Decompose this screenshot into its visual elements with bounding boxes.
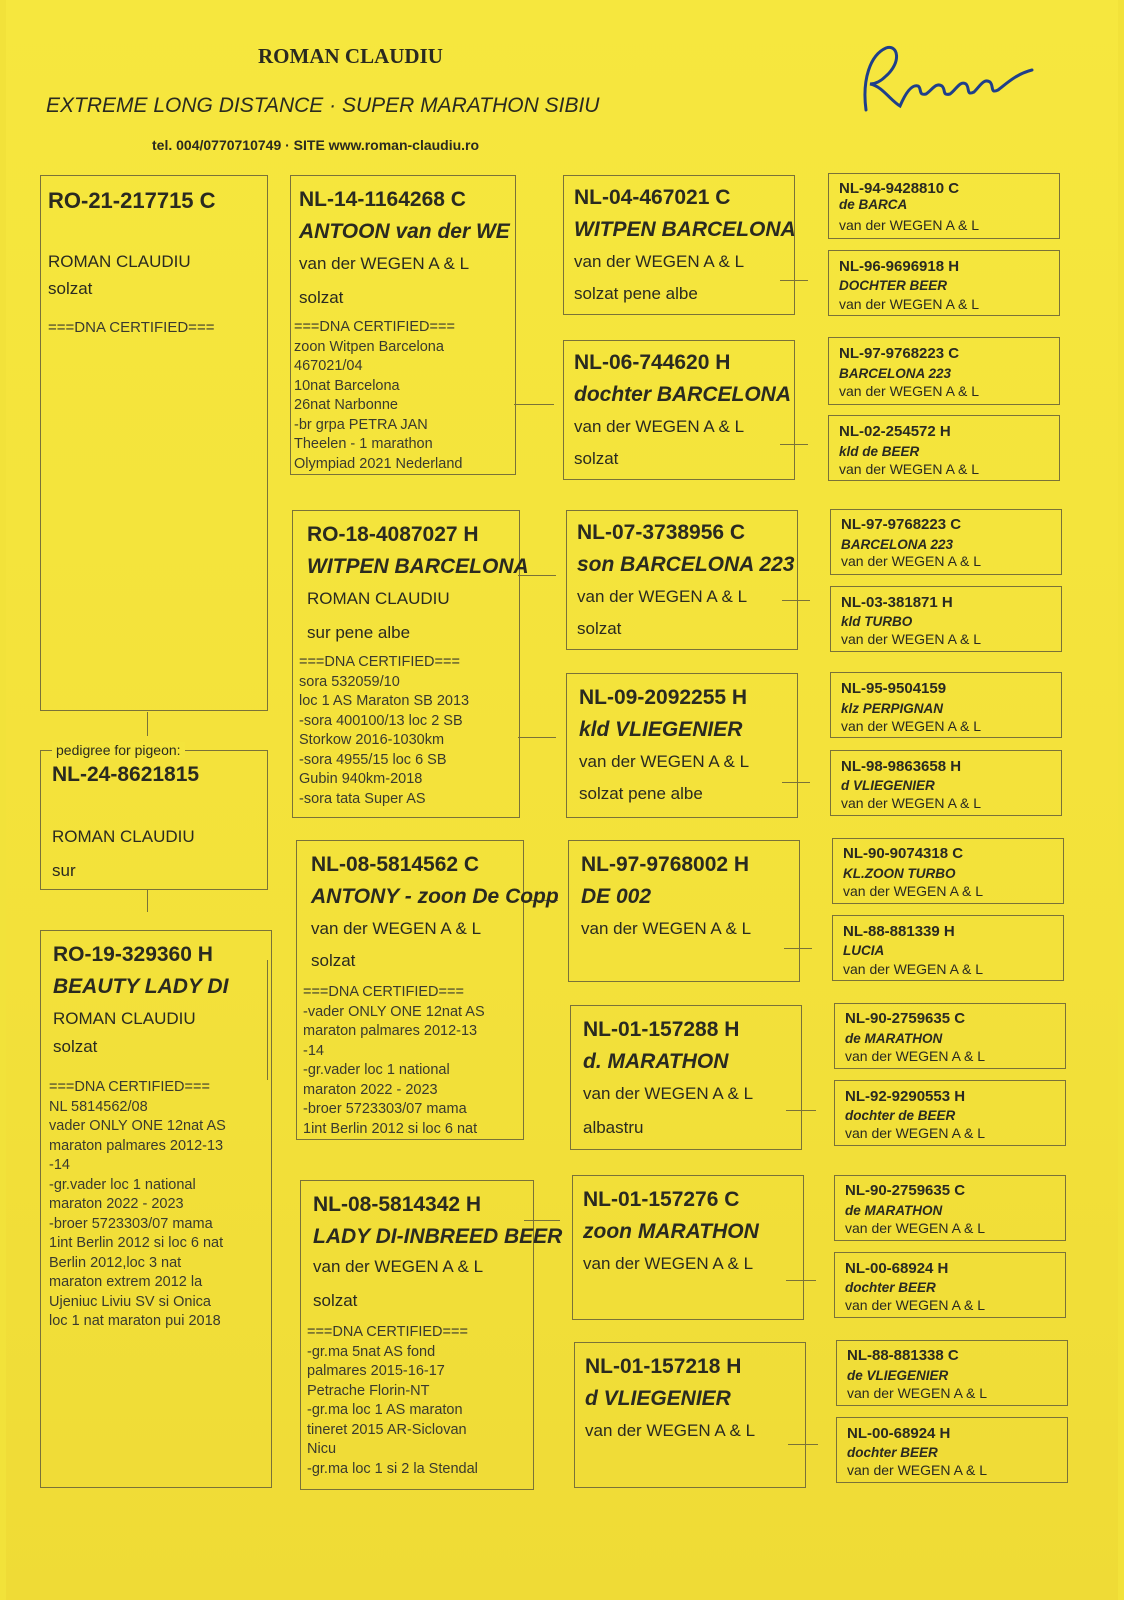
gen3-ring: NL-09-2092255 H <box>579 686 748 709</box>
gen4-name: de VLIEGENIER <box>847 1368 949 1383</box>
gen3-card <box>566 673 798 818</box>
gen3-ring: NL-07-3738956 C <box>577 521 746 544</box>
dam-name: BEAUTY LADY DI <box>53 975 229 998</box>
gen3-name: d VLIEGENIER <box>585 1387 731 1410</box>
gen2-ring: NL-08-5814562 C <box>311 853 480 876</box>
dam-card <box>40 930 272 1488</box>
gen2-card <box>290 175 516 475</box>
gen4-card <box>830 509 1062 575</box>
gen4-name: KL.ZOON TURBO <box>843 866 956 881</box>
contact-line: tel. 004/0770710749 · SITE www.roman-claudiu.ro <box>152 137 480 153</box>
gen4-owner: van der WEGEN A & L <box>839 217 980 233</box>
gen4-name: de BARCA <box>839 197 908 212</box>
gen4-ring: NL-97-9768223 C <box>841 516 962 533</box>
gen3-ring: NL-04-467021 C <box>574 186 731 209</box>
gen2-color: solzat <box>311 951 356 970</box>
gen3-color: solzat <box>574 449 619 468</box>
gen4-card <box>836 1417 1068 1483</box>
gen4-card <box>834 1175 1066 1241</box>
gen4-owner: van der WEGEN A & L <box>845 1125 986 1141</box>
gen2-card <box>300 1180 563 1490</box>
signature-icon <box>856 40 1046 120</box>
gen4-card <box>828 415 1060 481</box>
gen4-name: BARCELONA 223 <box>839 366 952 381</box>
gen2-color: sur pene albe <box>307 623 411 642</box>
gen2-name: LADY DI-INBREED BEER <box>313 1225 563 1248</box>
sire-ring: RO-21-217715 C <box>48 188 216 213</box>
gen3-color: solzat pene albe <box>574 284 698 303</box>
sire-card <box>40 175 268 711</box>
gen2-owner: van der WEGEN A & L <box>313 1257 484 1276</box>
gen4-name: kld TURBO <box>841 614 913 629</box>
gen3-name: kld VLIEGENIER <box>579 718 743 741</box>
gen2-owner: van der WEGEN A & L <box>299 254 470 273</box>
dam-notes: ===DNA CERTIFIED=== NL 5814562/08 vader ONLY ONE 12nat AS maraton palmares 2012-13 -14 -gr.vader loc 1 national maraton 2022 - 2023 -broer 5723303/07 mama 1int Berlin 2012 si loc 6 nat Berlin 2012,loc 3 nat maraton extrem 2012 la Ujeniuc Liviu SV si Onica loc 1 nat maraton pui 2018 <box>49 1079 226 1329</box>
gen4-owner: van der WEGEN A & L <box>841 631 982 647</box>
gen4-card <box>830 672 1062 738</box>
gen2-name: WITPEN BARCELONA <box>307 555 529 578</box>
gen3-owner: van der WEGEN A & L <box>574 252 745 271</box>
gen4-ring: NL-02-254572 H <box>839 423 951 440</box>
gen3-owner: van der WEGEN A & L <box>585 1421 756 1440</box>
gen3-card <box>570 1005 802 1150</box>
gen4-ring: NL-88-881338 C <box>847 1347 959 1364</box>
gen2-owner: ROMAN CLAUDIU <box>307 589 450 608</box>
gen2-name: ANTONY - zoon De Copp <box>311 885 559 908</box>
gen4-ring: NL-90-2759635 C <box>845 1010 966 1027</box>
gen3-owner: van der WEGEN A & L <box>577 587 748 606</box>
gen4-owner: van der WEGEN A & L <box>839 296 980 312</box>
gen4-name: de MARATHON <box>845 1203 943 1218</box>
gen3-owner: van der WEGEN A & L <box>574 417 745 436</box>
gen4-card <box>834 1080 1066 1146</box>
gen4-owner: van der WEGEN A & L <box>843 883 984 899</box>
dam-color: solzat <box>53 1037 98 1056</box>
gen4-card <box>832 838 1064 904</box>
gen4-name: d VLIEGENIER <box>841 778 935 793</box>
gen3-owner: van der WEGEN A & L <box>579 752 750 771</box>
gen4-ring: NL-95-9504159 <box>841 680 947 697</box>
gen4-card <box>830 586 1062 652</box>
gen2-ring: RO-18-4087027 H <box>307 523 479 546</box>
gen3-name: DE 002 <box>581 885 652 908</box>
gen4-name: DOCHTER BEER <box>839 278 948 293</box>
gen3-name: zoon MARATHON <box>583 1220 759 1243</box>
gen3-card <box>566 510 798 650</box>
gen4-card <box>832 915 1064 981</box>
gen3-name: d. MARATHON <box>583 1050 729 1073</box>
gen3-owner: van der WEGEN A & L <box>583 1084 754 1103</box>
gen4-name: LUCIA <box>843 943 885 958</box>
gen2-name: ANTOON van der WE <box>299 220 510 243</box>
gen4-name: dochter de BEER <box>845 1108 956 1123</box>
gen3-color: solzat <box>577 619 622 638</box>
gen4-name: de MARATHON <box>845 1031 943 1046</box>
gen4-name: BARCELONA 223 <box>841 537 954 552</box>
sire-color: solzat <box>48 279 93 298</box>
dam-ring: RO-19-329360 H <box>53 943 213 966</box>
gen4-owner: van der WEGEN A & L <box>845 1048 986 1064</box>
gen3-card <box>563 175 795 315</box>
gen3-name: dochter BARCELONA <box>574 383 792 406</box>
gen3-card <box>568 840 800 982</box>
gen4-owner: van der WEGEN A & L <box>847 1385 988 1401</box>
gen2-card <box>292 510 529 818</box>
gen3-owner: van der WEGEN A & L <box>581 919 752 938</box>
gen3-color: albastru <box>583 1118 644 1137</box>
subject-color: sur <box>52 861 76 880</box>
gen4-card <box>836 1340 1068 1406</box>
gen4-name: kld de BEER <box>839 444 920 459</box>
gen3-ring: NL-01-157288 H <box>583 1018 740 1041</box>
gen4-ring: NL-00-68924 H <box>847 1425 951 1442</box>
gen4-name: dochter BEER <box>847 1445 938 1460</box>
sire-notes: ===DNA CERTIFIED=== <box>48 319 215 336</box>
gen3-color: solzat pene albe <box>579 784 703 803</box>
gen3-card <box>563 340 795 480</box>
gen4-owner: van der WEGEN A & L <box>845 1297 986 1313</box>
gen4-owner: van der WEGEN A & L <box>841 553 982 569</box>
gen4-owner: van der WEGEN A & L <box>847 1462 988 1478</box>
gen2-notes: ===DNA CERTIFIED=== -gr.ma 5nat AS fond palmares 2015-16-17 Petrache Florin-NT -gr.ma loc 1 AS maraton tineret 2015 AR-Siclovan Nicu -gr.ma loc 1 si 2 la Stendal <box>307 1324 478 1477</box>
gen4-card <box>828 173 1060 239</box>
gen3-ring: NL-97-9768002 H <box>581 853 750 876</box>
gen3-ring: NL-01-157276 C <box>583 1188 740 1211</box>
gen4-owner: van der WEGEN A & L <box>845 1220 986 1236</box>
gen3-owner: van der WEGEN A & L <box>583 1254 754 1273</box>
gen4-ring: NL-94-9428810 C <box>839 180 960 197</box>
gen2-color: solzat <box>313 1291 358 1310</box>
gen2-notes: ===DNA CERTIFIED=== zoon Witpen Barcelona 467021/04 10nat Barcelona 26nat Narbonne -br grpa PETRA JAN Theelen - 1 marathon Olympiad 2021 Nederland <box>294 319 463 472</box>
gen3-ring: NL-01-157218 H <box>585 1355 742 1378</box>
gen4-card <box>828 337 1060 405</box>
gen3-name: WITPEN BARCELONA <box>574 218 796 241</box>
owner-title: ROMAN CLAUDIU <box>258 44 443 68</box>
gen4-name: klz PERPIGNAN <box>841 701 944 716</box>
subject-ring: NL-24-8621815 <box>52 763 200 786</box>
subject-card <box>40 750 268 890</box>
gen3-card <box>572 1175 804 1320</box>
gen4-ring: NL-97-9768223 C <box>839 345 960 362</box>
gen4-ring: NL-92-9290553 H <box>845 1088 966 1105</box>
dam-owner: ROMAN CLAUDIU <box>53 1009 196 1028</box>
sire-owner: ROMAN CLAUDIU <box>48 252 191 271</box>
gen4-card <box>830 750 1062 816</box>
gen2-notes: ===DNA CERTIFIED=== sora 532059/10 loc 1 AS Maraton SB 2013 -sora 400100/13 loc 2 SB Storkow 2016-1030km -sora 4955/15 loc 6 SB Gubin 940km-2018 -sora tata Super AS <box>299 654 470 807</box>
gen2-owner: van der WEGEN A & L <box>311 919 482 938</box>
gen4-owner: van der WEGEN A & L <box>841 795 982 811</box>
gen2-ring: NL-08-5814342 H <box>313 1193 482 1216</box>
gen4-ring: NL-90-9074318 C <box>843 845 964 862</box>
gen4-ring: NL-03-381871 H <box>841 594 953 611</box>
subtitle: EXTREME LONG DISTANCE · SUPER MARATHON SIBIU <box>46 94 600 117</box>
gen3-name: son BARCELONA 223 <box>577 553 795 576</box>
gen4-owner: van der WEGEN A & L <box>841 718 982 734</box>
gen4-card <box>828 250 1060 316</box>
gen4-owner: van der WEGEN A & L <box>839 383 980 399</box>
gen4-owner: van der WEGEN A & L <box>843 961 984 977</box>
subject-owner: ROMAN CLAUDIU <box>52 827 195 846</box>
gen3-ring: NL-06-744620 H <box>574 351 731 374</box>
gen2-ring: NL-14-1164268 C <box>299 188 466 211</box>
subject-label: pedigree for pigeon: <box>52 742 185 758</box>
gen2-color: solzat <box>299 288 344 307</box>
gen4-ring: NL-98-9863658 H <box>841 758 962 775</box>
gen4-name: dochter BEER <box>845 1280 936 1295</box>
gen4-owner: van der WEGEN A & L <box>839 461 980 477</box>
gen4-ring: NL-00-68924 H <box>845 1260 949 1277</box>
gen3-card <box>574 1342 806 1488</box>
gen2-card <box>296 840 559 1140</box>
gen4-card <box>834 1003 1066 1069</box>
gen2-notes: ===DNA CERTIFIED=== -vader ONLY ONE 12nat AS maraton palmares 2012-13 -14 -gr.vader loc 1 national maraton 2022 - 2023 -broer 5723303/07 mama 1int Berlin 2012 si loc 6 nat <box>303 984 485 1137</box>
gen4-ring: NL-88-881339 H <box>843 923 955 940</box>
gen4-card <box>834 1252 1066 1318</box>
gen4-ring: NL-96-9696918 H <box>839 258 960 275</box>
gen4-ring: NL-90-2759635 C <box>845 1182 966 1199</box>
